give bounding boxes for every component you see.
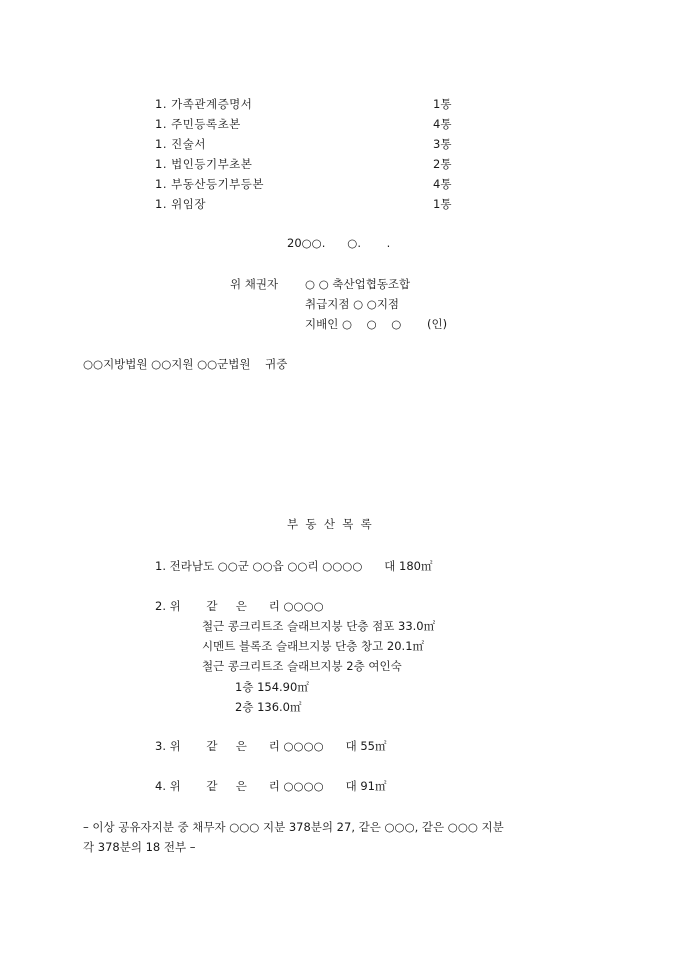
property-item: 3. 위 같 은 리 ○○○○ 대 55㎡ (155, 739, 387, 753)
attachment-name: 1. 법인등기부초본 (155, 157, 253, 171)
attachment-count: 2통 (433, 157, 452, 171)
attachment-count: 1통 (433, 197, 452, 211)
attachment-name: 1. 진술서 (155, 137, 206, 151)
attachment-count: 1통 (433, 97, 452, 111)
building-line: 시멘트 블록조 슬래브지붕 단층 창고 20.1㎡ (202, 639, 425, 653)
floor-area: 1층 154.90㎡ (235, 680, 309, 694)
court-addressee: ○○지방법원 ○○지원 ○○군법원 귀중 (83, 357, 288, 371)
attachment-name: 1. 부동산등기부등본 (155, 177, 264, 191)
attachment-name: 1. 가족관계증명서 (155, 97, 253, 111)
attachment-count: 3통 (433, 137, 452, 151)
property-item: 1. 전라남도 ○○군 ○○읍 ○○리 ○○○○ 대 180㎡ (155, 559, 433, 573)
building-line: 철근 콩크리트조 슬래브지붕 단층 점포 33.0㎡ (202, 619, 436, 633)
seal-mark: (인) (427, 317, 448, 331)
property-list-title: 부 동 산 목 록 (287, 517, 372, 531)
attachment-count: 4통 (433, 177, 452, 191)
attachment-count: 4통 (433, 117, 452, 131)
share-note-line: 각 378분의 18 전부 – (83, 840, 196, 854)
property-item: 4. 위 같 은 리 ○○○○ 대 91㎡ (155, 779, 387, 793)
creditor-branch: 취급지점 ○ ○지점 (305, 297, 400, 311)
property-item: 2. 위 같 은 리 ○○○○ (155, 599, 324, 613)
creditor-manager: 지배인 ○ ○ ○ (305, 317, 402, 331)
share-note-line: – 이상 공유자지분 중 채무자 ○○○ 지분 378분의 27, 같은 ○○○, 같은 ○○○ 지분 (83, 820, 504, 834)
building-line: 철근 콩크리트조 슬래브지붕 2층 여인숙 (202, 659, 402, 673)
attachment-name: 1. 주민등록초본 (155, 117, 241, 131)
floor-area: 2층 136.0㎡ (235, 700, 302, 714)
filing-date: 20○○. ○. . (287, 236, 391, 250)
creditor-label: 위 채권자 (230, 277, 279, 291)
creditor-name: ○ ○ 축산업협동조합 (305, 277, 411, 291)
attachment-name: 1. 위임장 (155, 197, 206, 211)
